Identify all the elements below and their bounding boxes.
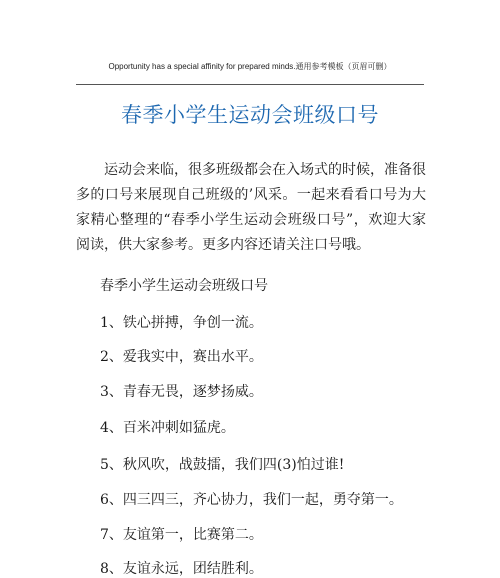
slogan-item: 4、百米冲刺如猛虎。 xyxy=(100,420,235,436)
section-heading: 春季小学生运动会班级口号 xyxy=(100,278,268,294)
intro-paragraph-block xyxy=(76,158,426,258)
slogan-item: 6、四三四三，齐心协力，我们一起，勇夺第一。 xyxy=(100,492,403,508)
slogan-item: 3、青春无畏，逐梦扬威。 xyxy=(100,384,263,400)
header-divider xyxy=(76,84,424,85)
document-title: 春季小学生运动会班级口号 xyxy=(121,103,379,127)
slogan-item: 1、铁心拼搏，争创一流。 xyxy=(100,315,263,331)
slogan-item: 5、秋风吹，战鼓擂，我们四(3)怕过谁! xyxy=(100,457,345,473)
slogan-item: 2、爱我实中，赛出水平。 xyxy=(100,349,263,365)
slogan-item: 7、友谊第一，比赛第二。 xyxy=(100,527,263,543)
intro-paragraph: 运动会来临，很多班级都会在入场式的时候，准备很多的口号来展现自己班级的’风采。一起来看看口号为大家精心整理的“春季小学生运动会班级口号”，欢迎大家阅读，供大家参考。更多内容还请关注口号哦。 xyxy=(76,162,426,253)
page-header-text: Opportunity has a special affinity for prepared minds.通用参考模板（页眉可删） xyxy=(108,62,392,71)
slogan-item: 8、友谊永远，团结胜利。 xyxy=(100,561,263,577)
